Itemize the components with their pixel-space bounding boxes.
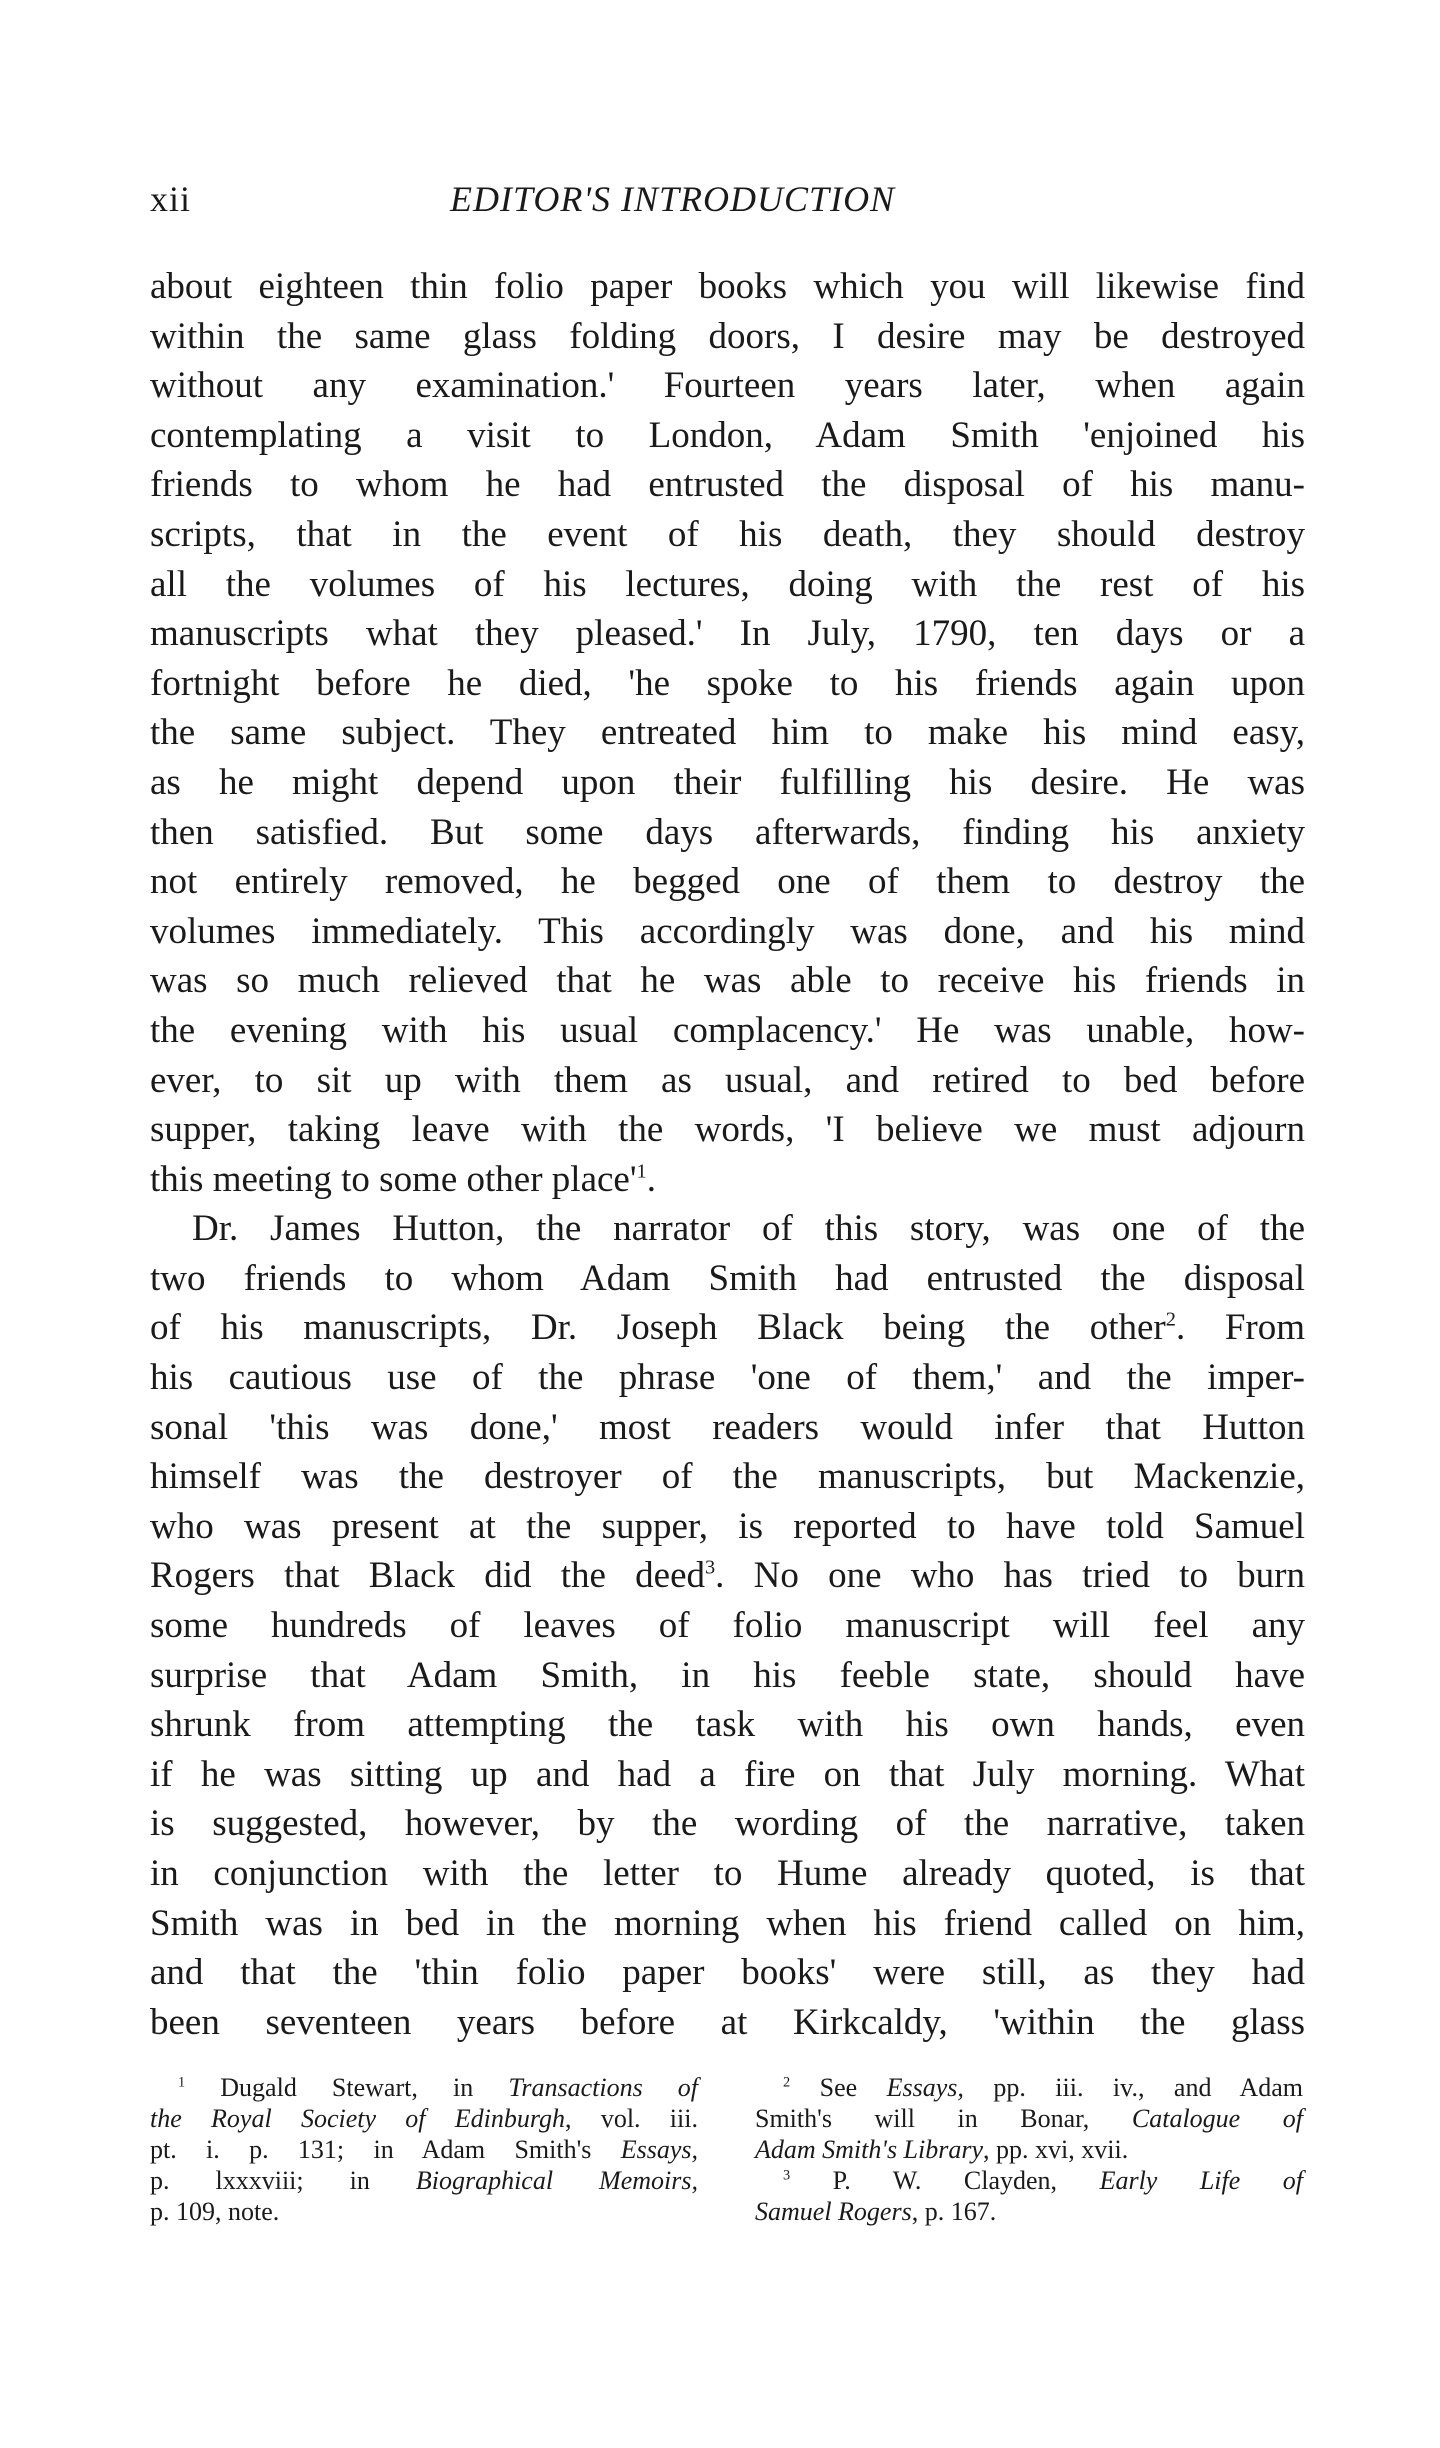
text-line: fortnight before he died, 'he spoke to his friends again upon <box>150 662 1305 704</box>
footnote-2-3 <box>755 2072 1303 2227</box>
text-line: without any examination.' Fourteen years later, when again <box>150 365 1305 407</box>
paragraph-start-line: Dr. James Hutton, the narrator of this story, was one of the <box>192 1208 1305 1250</box>
text-line: the same subject. They entreated him to make his mind easy, <box>150 712 1305 754</box>
footnote-number: 1 <box>178 2074 186 2091</box>
text-line: in conjunction with the letter to Hume already quoted, is that <box>150 1853 1305 1894</box>
italic-title: Adam Smith's Library <box>755 2135 984 2164</box>
footnotes <box>150 2072 1304 2302</box>
text-segment: this meeting to some other place' <box>150 1158 637 1200</box>
footnote-line <box>150 2072 698 2103</box>
page-number: xii <box>150 179 192 219</box>
text-line: volumes immediately. This accordingly was done, and his mind <box>150 910 1305 952</box>
text-segment: . No one who has tried to burn <box>715 1555 1305 1597</box>
footnote-line <box>755 2072 1303 2103</box>
text-line: about eighteen thin folio paper books which you will likewise find <box>150 266 1305 307</box>
italic-title: Catalogue of <box>1131 2104 1304 2133</box>
footnote-1 <box>150 2072 698 2227</box>
footnote-line <box>150 2134 698 2165</box>
italic-title: Early Life of <box>1099 2166 1303 2195</box>
text-line: is suggested, however, by the wording of the narrative, taken <box>150 1803 1305 1845</box>
italic-title: Biographical Memoirs, <box>415 2166 698 2195</box>
text-line: scripts, that in the event of his death, they should destroy <box>150 513 1305 555</box>
footnote-line: p. 109, note. <box>150 2197 280 2226</box>
body-text <box>150 262 1305 2047</box>
footnote-ref: 3 <box>705 1557 716 1580</box>
text-line: Smith was in bed in the morning when his friend called on him, <box>150 1902 1305 1944</box>
text-line: himself was the destroyer of the manuscripts, but Mackenzie, <box>150 1456 1305 1498</box>
text-segment: , p. 167. <box>911 2197 997 2226</box>
italic-title: Transactions of <box>508 2073 699 2102</box>
text-segment: . From <box>1175 1307 1305 1349</box>
text-line: shrunk from attempting the task with his own hands, even <box>150 1704 1305 1746</box>
text-line: not entirely removed, he begged one of them to destroy the <box>150 861 1305 903</box>
text-line: supper, taking leave with the words, 'I believe we must adjourn <box>150 1109 1305 1151</box>
text-line: who was present at the supper, is reported to have told Samuel <box>150 1505 1305 1547</box>
running-title: EDITOR'S INTRODUCTION <box>450 179 896 219</box>
text-segment: See <box>819 2073 858 2102</box>
italic-title: Essays, <box>886 2073 964 2102</box>
text-line <box>150 1551 1305 1601</box>
footnote-line <box>755 2103 1303 2134</box>
text-line: surprise that Adam Smith, in his feeble state, should have <box>150 1654 1305 1696</box>
text-line <box>150 1303 1305 1353</box>
text-segment: , pp. xvi, xvii. <box>983 2135 1129 2164</box>
text-line: friends to whom he had entrusted the disposal of his manu- <box>150 464 1305 506</box>
text-line: within the same glass folding doors, I desire may be destroyed <box>150 315 1305 357</box>
text-line: contemplating a visit to London, Adam Smith 'enjoined his <box>150 414 1305 456</box>
footnote-line <box>150 2165 698 2196</box>
text-segment: Dugald Stewart, in <box>220 2073 474 2102</box>
text-line: if he was sitting up and had a fire on that July morning. What <box>150 1753 1305 1795</box>
text-line: his cautious use of the phrase 'one of them,' and the imper- <box>150 1357 1305 1399</box>
text-segment: Rogers that Black did the deed <box>150 1555 705 1597</box>
text-line: two friends to whom Adam Smith had entrusted the disposal <box>150 1257 1305 1299</box>
footnote-ref: 1 <box>636 1160 647 1183</box>
text-segment: P. W. Clayden, <box>832 2166 1058 2195</box>
footnote-ref: 2 <box>1165 1309 1176 1332</box>
text-segment: pp. iii. iv., and Adam <box>993 2073 1303 2102</box>
text-segment: . <box>646 1158 656 1200</box>
text-line: then satisfied. But some days afterwards, finding his anxiety <box>150 811 1305 853</box>
text-segment: p. lxxxviii; in <box>150 2166 370 2195</box>
text-segment: pt. i. p. 131; in Adam Smith's <box>150 2135 592 2164</box>
text-line: some hundreds of leaves of folio manuscript will feel any <box>150 1605 1305 1647</box>
text-line: manuscripts what they pleased.' In July, 1790, ten days or a <box>150 613 1305 655</box>
text-line: as he might depend upon their fulfilling his desire. He was <box>150 761 1305 803</box>
italic-title: the Royal Society of Edinburgh <box>150 2104 566 2133</box>
page-header <box>150 178 1300 228</box>
footnote-number: 2 <box>783 2074 791 2091</box>
text-segment: Smith's will in Bonar, <box>755 2104 1090 2133</box>
text-line: all the volumes of his lectures, doing with the rest of his <box>150 563 1305 605</box>
text-line: the evening with his usual complacency.' He was unable, how- <box>150 1009 1305 1051</box>
italic-title: Samuel Rogers <box>755 2197 912 2226</box>
text-line: was so much relieved that he was able to receive his friends in <box>150 960 1305 1002</box>
text-line: sonal 'this was done,' most readers would infer that Hutton <box>150 1406 1305 1448</box>
text-segment: , vol. iii. <box>565 2104 698 2133</box>
footnote-number: 3 <box>783 2167 791 2184</box>
footnote-line <box>755 2134 1303 2165</box>
text-segment: of his manuscripts, Dr. Joseph Black being the other <box>150 1307 1166 1349</box>
footnote-line <box>755 2196 1303 2227</box>
text-line: ever, to sit up with them as usual, and retired to bed before <box>150 1059 1305 1101</box>
italic-title: Essays, <box>620 2135 698 2164</box>
text-line: and that the 'thin folio paper books' were still, as they had <box>150 1952 1305 1994</box>
footnote-line <box>755 2165 1303 2196</box>
text-line <box>150 1155 1305 1205</box>
text-line: been seventeen years before at Kirkcaldy, 'within the glass <box>150 2001 1305 2043</box>
footnote-line <box>150 2103 698 2134</box>
